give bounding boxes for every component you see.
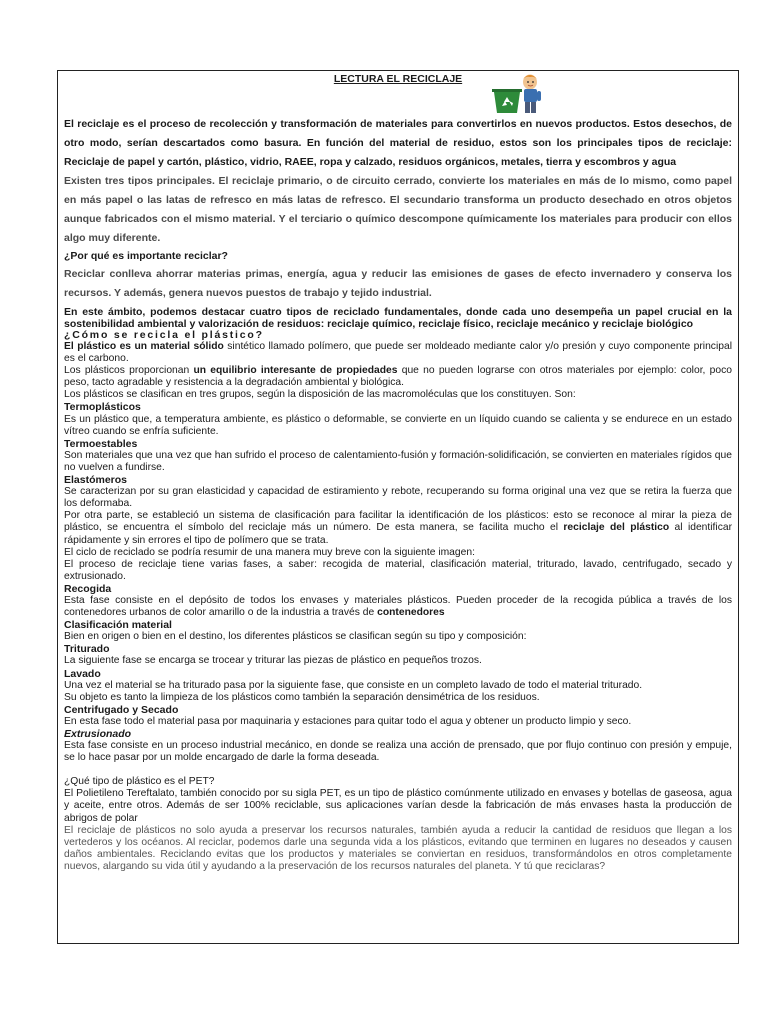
- question-pet: ¿Qué tipo de plástico es el PET?: [64, 776, 215, 788]
- cycle-summary: El ciclo de reciclado se podría resumir de una manera muy breve con la siguiente imagen:: [64, 546, 475, 558]
- intro-paragraph-2: Existen tres tipos principales. El reciclaje primario, o de circuito cerrado, convierte los materiales en más de lo mismo, como papel en más papel o las latas de refresco en más latas de refresco. El secundario transforma un producto desechado en otros objetos aunque fabricados con el mismo material. Y el terciario o químico descompone químicamente los materiales para producir con ellos algo muy diferente.: [64, 175, 732, 244]
- text-pet: El Polietileno Tereftalato, también conocido por su sigla PET, es un tipo de plástico comúnmente utilizado en envases y botellas de gaseosa, agua y aceite, entre otros. Además de ser 100% reciclable, sus aplicaciones varían desde la fabricación de más envases hasta la producción de abrigos de polar: [64, 788, 732, 824]
- plastic-properties: Los plásticos proporcionan un equilibrio interesante de propiedades que no pueden lograrse con otros materiales por ejemplo: color, poco peso, tacto agradable y resistencia a la degradación ambiental y biológica.: [64, 365, 732, 389]
- page-title: LECTURA EL RECICLAJE: [333, 73, 463, 85]
- question-why-recycle: ¿Por qué es importante reciclar?: [64, 250, 228, 262]
- spacer: [64, 764, 732, 776]
- text-lavado-2: Su objeto es tanto la limpieza de los plásticos como también la separación densimétrica de los residuos.: [64, 691, 540, 703]
- answer-why-recycle: Reciclar conlleva ahorrar materias primas, energía, agua y reducir las emisiones de gases de efecto invernadero y conserva los recursos. Y además, genera nuevos puestos de trabajo y tejido industrial.: [64, 268, 732, 299]
- classification-system: Por otra parte, se estableció un sistema de clasificación para facilitar la identificación de los plásticos: esto se reconoce al mirar la pieza de plástico, se encuentra el símbolo del reciclaje más un número. De esta manera, se facilita mucho el reciclaje del plástico al identificar rápidamente y sin errores el tipo de polímero que se trata.: [64, 510, 733, 546]
- text-clasificacion: Bien en origen o bien en el destino, los diferentes plásticos se clasifican según su tipo y composición:: [64, 631, 527, 643]
- reading-document: [57, 70, 739, 944]
- question-how-plastic: ¿Cómo se recicla el plástico?: [64, 329, 264, 341]
- title-row: [64, 73, 732, 115]
- text-recogida: Esta fase consiste en el depósito de todos los envases y materiales plásticos. Pueden proceder de la recogida pública a través de los contenedores urbanos de color amarillo o de la industria a través de contenedores: [64, 594, 732, 619]
- plastic-definition: El plástico es un material sólido sintético llamado polímero, que puede ser moldeado mediante calor y/o presión y cuyo componente principal es el carbono.: [64, 341, 732, 365]
- text-termoestables: Son materiales que una vez que han sufrido el proceso de calentamiento-fusión y formación-solidificación, se convierten en materiales rígidos que no vuelven a fundirse.: [64, 449, 732, 473]
- heading-elastomeros: Elastómeros: [64, 474, 128, 487]
- text-triturado: La siguiente fase se encarga se trocear y triturar las piezas de plástico en pequeños trozos.: [64, 655, 482, 667]
- heading-clasificacion: Clasificación material: [64, 619, 172, 632]
- text-elastomeros: Se caracterizan por su gran elasticidad y capacidad de estiramiento y rebote, recuperando su forma original una vez que se retira la fuerza que los deformaba.: [64, 486, 732, 510]
- heading-lavado: Lavado: [64, 667, 101, 680]
- boy-with-recycling-bin-icon: [488, 73, 550, 115]
- heading-centrifugado: Centrifugado y Secado: [64, 703, 179, 716]
- plastic-groups: Los plásticos se clasifican en tres grupos, según la disposición de las macromoléculas que los constituyen. Son:: [64, 389, 576, 401]
- heading-termoestables: Termoestables: [64, 437, 138, 450]
- text-extrusionado: Esta fase consiste en un proceso industrial mecánico, en donde se realiza una acción de prensado, que por flujo continuo con presión y empuje, se lo hace pasar por un molde encargado de darle la forma deseada.: [64, 740, 732, 764]
- heading-recogida: Recogida: [64, 582, 112, 595]
- text-centrifugado: En esta fase todo el material pasa por maquinaria y estaciones para quitar todo el agua y obtener un producto limpio y seco.: [64, 715, 632, 727]
- heading-extrusionado: Extrusionado: [64, 728, 132, 740]
- text-termoplasticos: Es un plástico que, a temperatura ambiente, es plástico o deformable, se convierte en un líquido cuando se calienta y se endurece en un estado vítreo cuando se enfría suficiente.: [64, 413, 732, 437]
- closing-paragraph: El reciclaje de plásticos no solo ayuda a preservar los recursos naturales, también ayuda a reducir la cantidad de residuos que llegan a los vertederos y los océanos. Al reciclar, podemos darle una segunda vida a los plásticos, evitando que terminen en lugares no deseados y causen daños ambientales. Reciclando evitas que los productos y materiales se conviertan en residuos, transformándolos en otros completamente nuevos, alargando su vida útil y ayudando a la preservación de los recursos naturales del planeta. Y tú que reciclaras?: [64, 824, 732, 872]
- heading-termoplasticos: Termoplásticos: [64, 401, 141, 414]
- heading-triturado: Triturado: [64, 643, 110, 656]
- text-lavado-1: Una vez el material se ha triturado pasa por la siguiente fase, que consiste en un completo lavado de todo el material triturado.: [64, 679, 643, 691]
- context-paragraph: En este ámbito, podemos destacar cuatro tipos de reciclado fundamentales, donde cada uno desempeña un papel crucial en la sostenibilidad ambiental y valorización de residuos: reciclaje químico, reciclaje físico, reciclaje mecánico y reciclaje biológico: [64, 306, 732, 330]
- intro-paragraph-1: El reciclaje es el proceso de recolección y transformación de materiales para convertirlos en nuevos productos. Estos desechos, de otro modo, serían descartados como basura. En función del material de residuo, estos son los principales tipos de reciclaje: Reciclaje de papel y cartón, plástico, vidrio, RAEE, ropa y calzado, residuos orgánicos, metales, tierra y escombros y agua: [64, 118, 732, 168]
- process-phases: El proceso de reciclaje tiene varias fases, a saber: recogida de material, clasificación material, triturado, lavado, centrifugado, secado y extrusionado.: [64, 558, 732, 582]
